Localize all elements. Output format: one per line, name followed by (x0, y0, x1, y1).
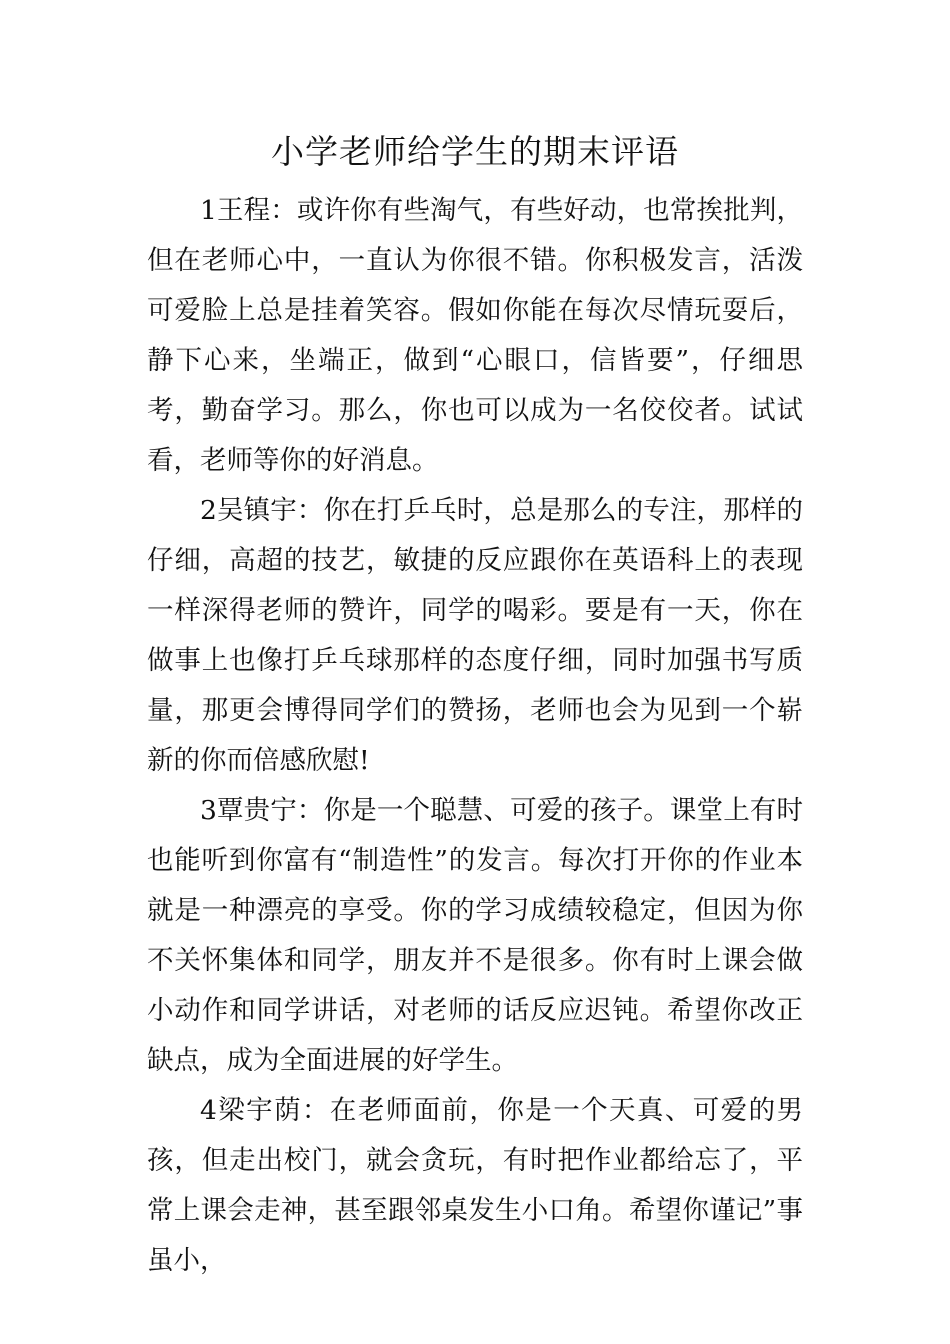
paragraph-comment-2: 2吴镇宇：你在打乒乓时，总是那么的专注，那样的仔细，高超的技艺，敏捷的反应跟你在英语科上的表现一样深得老师的赞许，同学的喝彩。要是有一天，你在做事上也像打乒乓球那样的态度仔细，同时加强书写质量，那更会博得同学们的赞扬，老师也会为见到一个崭新的你而倍感欣慰! (147, 495, 803, 776)
paragraph-comment-3: 3覃贵宁：你是一个聪慧、可爱的孩子。课堂上有时也能听到你富有“制造性”的发言。每次打开你的作业本就是一种漂亮的享受。你的学习成绩较稳定，但因为你不关怀集体和同学，朋友并不是很多。你有时上课会做小动作和同学讲话，对老师的话反应迟钝。希望你改正缺点，成为全面进展的好学生。 (147, 795, 803, 1076)
paragraph-comment-1: 1王程：或许你有些淘气，有些好动，也常挨批判，但在老师心中，一直认为你很不错。你积极发言，活泼可爱脸上总是挂着笑容。假如你能在每次尽情玩耍后，静下心来，坐端正，做到“心眼口，信皆要”，仔细思考，勤奋学习。那么，你也可以成为一名佼佼者。试试看，老师等你的好消息。 (147, 195, 803, 476)
paragraph-comment-4: 4梁宇荫：在老师面前，你是一个天真、可爱的男孩，但走出校门，就会贪玩，有时把作业都给忘了，平常上课会走神，甚至跟邻桌发生小口角。希望你谨记”事虽小， (147, 1095, 803, 1276)
document-title: 小学老师给学生的期末评语 (271, 132, 679, 171)
